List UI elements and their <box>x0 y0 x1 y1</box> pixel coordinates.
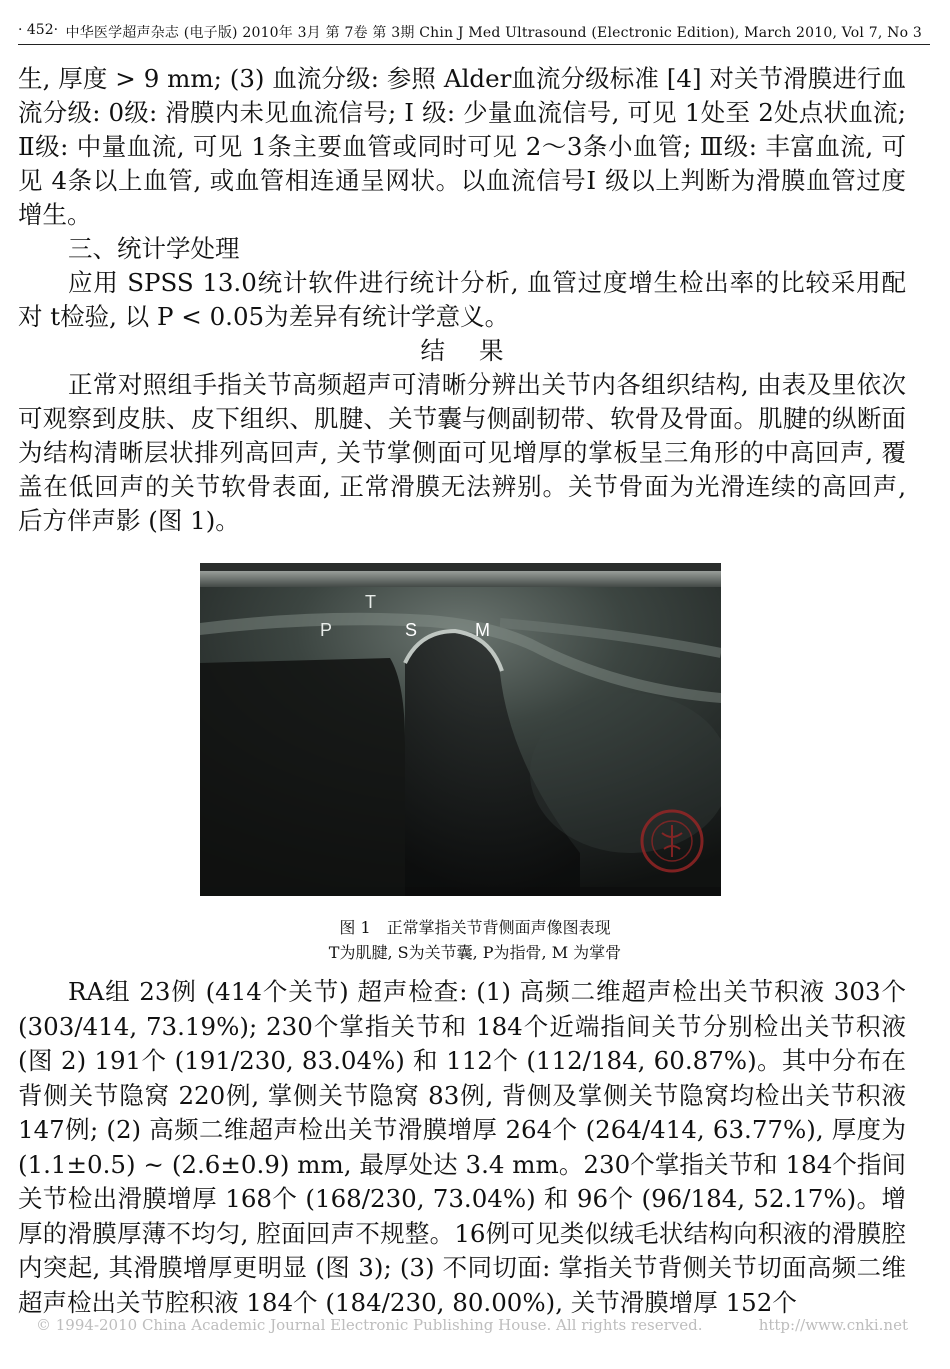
paragraph: 应用 SPSS 13.0统计软件进行统计分析, 血管过度增生检出率的比较采用配对 t检验, 以 P < 0.05为差异有统计学意义。 <box>18 268 906 331</box>
body-text-top <box>18 62 906 538</box>
paragraph: RA组 23例 (414个关节) 超声检查: (1) 高频二维超声检出关节积液 303个 (303/414, 73.19%); 230个掌指关节和 184个近端指间关节分别检出关节积液 (图 2) 191个 (191/230, 83.04%) 和 112个 (112/184, 60.87%)。其中分布在背侧关节隐窝 220例, 掌侧关节隐窝 83例, 背侧及掌侧关节隐窝均检出关节积液 147例; (2) 高频二维超声检出关节滑膜增厚 264个 (264/414, 63.77%), 厚度为 (1.1±0.5) ~ (2.6±0.9) mm, 最厚处达 3.4 mm。230个掌指关节和 184个指间关节检出滑膜增厚 168个 (168/230, 73.04%) 和 96个 (96/184, 52.17%)。增厚的滑膜厚薄不均匀, 腔面回声不规整。16例可见类似绒毛状结构向积液的滑膜腔内突起, 其滑膜增厚更明显 (图 3); (3) 不同切面: 掌指关节背侧关节切面高频二维超声检出关节腔积液 184个 (184/230, 80.00%), 关节滑膜增厚 152个 <box>18 977 906 1317</box>
copyright-footer <box>36 1316 916 1334</box>
page-number: · 452· <box>18 22 59 38</box>
results-heading: 结果 <box>420 336 538 365</box>
body-text-bottom <box>18 975 906 1320</box>
label-t: T <box>365 592 376 612</box>
figure-caption-legend: T为肌腱, S为关节囊, P为指骨, M 为掌骨 <box>328 943 622 962</box>
paragraph: 生, 厚度 > 9 mm; (3) 血流分级: 参照 Alder血流分级标准 [4] 对关节滑膜进行血流分级: 0级: 滑膜内未见血流信号; Ⅰ 级: 少量血流信号, 可见 1处至 2处点状血流; Ⅱ级: 中量血流, 可见 1条主要血管或同时可见 2～3条小血管; Ⅲ级: 丰富血流, 可见 4条以上血管, 或血管相连通呈网状。以血流信号Ⅰ 级以上判断为滑膜血管过度增生。 <box>18 64 906 229</box>
copyright-text: © 1994-2010 China Academic Journal Electronic Publishing House. All rights reserved. <box>36 1316 703 1334</box>
label-s: S <box>405 620 418 640</box>
figure-caption: 图 1 正常掌指关节背侧面声像图表现 <box>339 918 611 937</box>
paragraph: 正常对照组手指关节高频超声可清晰分辨出关节内各组织结构, 由表及里依次可观察到皮肤、皮下组织、肌腱、关节囊与侧副韧带、软骨及骨面。肌腱的纵断面为结构清晰层状排列高回声, 关节掌侧面可见增厚的掌板呈三角形的中高回声, 覆盖在低回声的关节软骨表面, 正常滑膜无法辨别。关节骨面为光滑连续的高回声, 后方伴声影 (图 1)。 <box>18 370 906 535</box>
label-m: M <box>475 620 490 640</box>
ultrasound-image <box>200 563 721 896</box>
running-header <box>18 22 930 45</box>
section-heading: 三、统计学处理 <box>68 234 240 263</box>
label-p: P <box>320 620 333 640</box>
running-title: 中华医学超声杂志 (电子版) 2010年 3月 第 7卷 第 3期 Chin J Med Ultrasound (Electronic Edition), March 2010, Vol 7, No 3 <box>65 25 922 41</box>
ultrasound-figure <box>200 563 721 896</box>
footer-url: http://www.cnki.net <box>758 1316 908 1334</box>
